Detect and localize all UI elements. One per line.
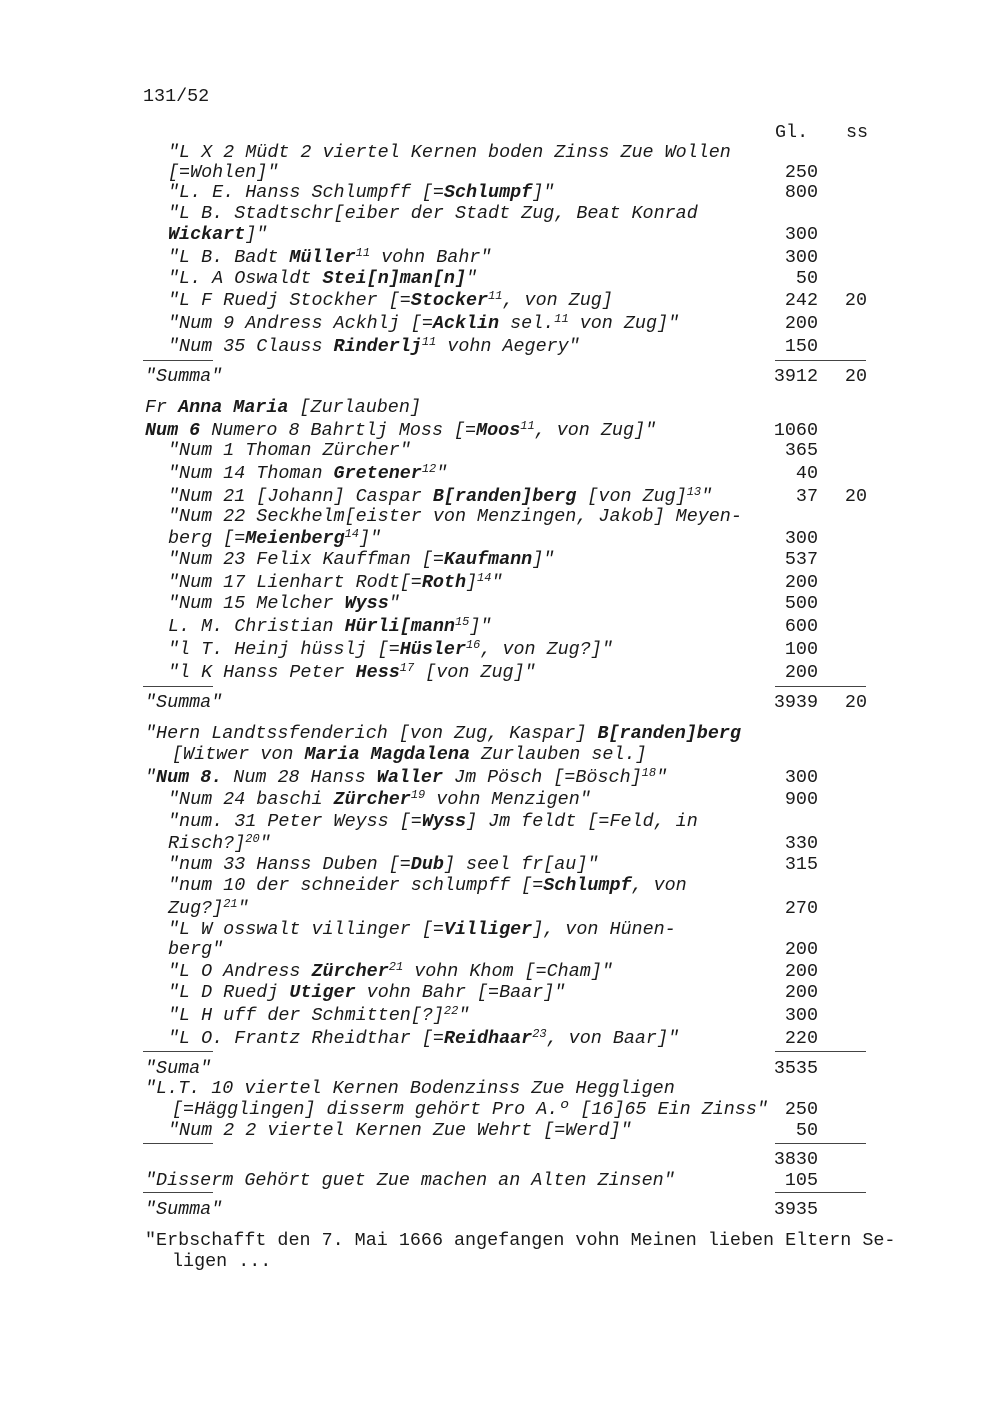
surname-bold: Dub [410, 854, 444, 875]
line-text: "Num 21 [Johann] Caspar [168, 486, 433, 507]
line-text: Zug?] [168, 898, 224, 919]
sum-rule [143, 360, 213, 361]
ledger-line [168, 507, 742, 527]
line-text: " [388, 593, 400, 614]
line-text: "Erbschafft den 7. Mai 1666 angefangen vohn Meinen lieben Eltern Se- [145, 1230, 896, 1251]
line-text: "Suma" [145, 1058, 212, 1079]
ledger-line [168, 183, 554, 203]
ledger-line [168, 269, 477, 289]
amount-gulden: 1060 [773, 420, 818, 441]
amount-gulden: 100 [784, 639, 818, 660]
surname-bold: Rinderlj [333, 336, 422, 357]
amount-gulden: 365 [784, 440, 818, 461]
line-text: "l T. Heinj hüsslj [= [168, 639, 400, 660]
ledger-line [145, 421, 656, 441]
ledger-line [168, 314, 679, 334]
footnote-ref: 14 [477, 571, 492, 585]
amount-schilling: 20 [844, 486, 867, 507]
ledger-line [168, 487, 712, 507]
amount-gulden: 200 [784, 939, 818, 960]
column-header-schilling: ss [846, 122, 869, 143]
surname-bold: Hüsler [399, 639, 466, 660]
line-text: ]" [532, 182, 555, 203]
footnote-ref: 11 [355, 246, 371, 260]
ledger-line [168, 983, 565, 1003]
footnote-ref: 11 [520, 419, 535, 433]
line-text: "Summa" [145, 692, 223, 713]
ledger-line [168, 920, 676, 940]
line-text: " [491, 572, 503, 593]
surname-bold: Anna Maria [178, 397, 289, 418]
line-text: "L. A Oswaldt [168, 268, 323, 289]
line-text: vohn Bahr" [370, 247, 492, 268]
surname-bold: Waller [376, 767, 443, 788]
surname-bold: Wickart [168, 224, 246, 245]
ledger-line [145, 768, 667, 788]
surname-bold: Num 6 [145, 420, 201, 441]
ledger-line [145, 1231, 895, 1251]
footnote-ref: 11 [421, 335, 437, 349]
surname-bold: Schlumpf [543, 875, 632, 896]
line-text: "Num 2 2 viertel Kernen Zue Wehrt [=Werd]" [168, 1120, 632, 1141]
surname-bold: Zürcher [333, 789, 411, 810]
line-text: "L X 2 Müdt 2 viertel Kernen boden Zinss Zue Wollen [168, 142, 731, 163]
sum-rule [775, 1143, 866, 1144]
amount-gulden: 250 [784, 1099, 818, 1120]
surname-bold: Schlumpf [443, 182, 533, 203]
line-text: "Num 24 baschi [168, 789, 334, 810]
surname-bold: Reidhaar [443, 1028, 533, 1049]
line-text: "num. 31 Peter Weyss [= [168, 811, 422, 832]
footnote-ref: 13 [686, 485, 702, 499]
line-text: berg [= [168, 528, 246, 549]
ledger-line [145, 1171, 675, 1191]
ledger-line [168, 940, 223, 960]
column-header-gulden: Gl. [775, 122, 809, 143]
amount-gulden: 200 [784, 982, 818, 1003]
line-text: "L W osswalt villinger [= [168, 919, 444, 940]
line-text: "Num 15 Melcher [168, 593, 345, 614]
line-text: "L D Ruedj [168, 982, 290, 1003]
sum-rule [775, 686, 866, 687]
surname-bold: Maria Magdalena [304, 744, 470, 765]
amount-gulden: 242 [784, 290, 818, 311]
line-text: ] seel fr[au]" [443, 854, 599, 875]
line-text: [Zurlauben] [288, 397, 421, 418]
surname-bold: Villiger [443, 919, 533, 940]
footnote-ref: 11 [488, 289, 503, 303]
footnote-ref: 23 [532, 1027, 547, 1041]
ledger-line [168, 876, 687, 896]
ledger-line [145, 367, 222, 387]
amount-gulden: 300 [784, 247, 818, 268]
surname-bold: Utiger [289, 982, 356, 1003]
amount-gulden: 300 [784, 767, 818, 788]
footnote-ref: 11 [554, 312, 569, 326]
footnote-ref: 19 [410, 788, 426, 802]
surname-bold: B[randen]berg [597, 723, 741, 744]
footnote-ref: 21 [388, 960, 404, 974]
amount-gulden: 600 [784, 616, 818, 637]
amount-gulden: 200 [784, 662, 818, 683]
ledger-line [168, 640, 613, 660]
line-text: , von [631, 875, 687, 896]
amount-gulden: 330 [784, 833, 818, 854]
amount-gulden: 200 [784, 572, 818, 593]
line-text: berg" [168, 939, 224, 960]
line-text: "L O Andress [168, 961, 312, 982]
amount-gulden: 3535 [773, 1058, 818, 1079]
line-text: " [701, 486, 713, 507]
line-text: " [656, 767, 668, 788]
line-text: [von Zug]" [414, 662, 536, 683]
surname-bold: Gretener [333, 463, 422, 484]
line-text: "L O. Frantz Rheidthar [= [168, 1028, 444, 1049]
page-number: 131/52 [143, 86, 210, 107]
line-text: [=Wohlen]" [168, 162, 279, 183]
ledger-line [168, 855, 598, 875]
footnote-ref: 18 [641, 766, 657, 780]
ledger-line [168, 143, 731, 163]
surname-bold: Zürcher [311, 961, 389, 982]
amount-gulden: 300 [784, 528, 818, 549]
ledger-line [168, 248, 491, 268]
line-text: Jm Pösch [=Bösch] [443, 767, 642, 788]
line-text: "L F Ruedj Stockher [= [168, 290, 411, 311]
line-text: [Witwer von [172, 744, 305, 765]
footnote-ref: 12 [421, 462, 437, 476]
surname-bold: Wyss [421, 811, 466, 832]
line-text: vohn Aegery" [436, 336, 580, 357]
line-text: ] Jm feldt [=Feld, in [466, 811, 698, 832]
footnote-ref: 16 [465, 638, 481, 652]
line-text: "Num 1 Thoman Zürcher" [168, 440, 411, 461]
amount-schilling: 20 [844, 366, 867, 387]
line-text: [von Zug] [576, 486, 687, 507]
line-text: "L H uff der Schmitten[?] [168, 1005, 444, 1026]
ledger-line [168, 441, 411, 461]
line-text: ligen ... [172, 1251, 272, 1272]
line-text: "L B. Stadtschr[eiber der Stadt Zug, Beat Konrad [168, 203, 698, 224]
surname-bold: Meienberg [245, 528, 345, 549]
ledger-line [168, 291, 613, 311]
amount-gulden: 3912 [773, 366, 818, 387]
line-text: "l K Hanss Peter [168, 662, 356, 683]
amount-gulden: 250 [784, 162, 818, 183]
line-text: , von Baar]" [546, 1028, 680, 1049]
ledger-line [168, 812, 698, 832]
ledger-line [168, 163, 278, 183]
surname-bold: Hürli[mann [344, 616, 455, 637]
line-text: vohn Menzigen" [425, 789, 591, 810]
ledger-line [145, 1059, 211, 1079]
line-text: ]" [245, 224, 268, 245]
ledger-line [168, 573, 503, 593]
line-text: "Summa" [145, 1199, 223, 1220]
line-text: "L. E. Hanss Schlumpff [= [168, 182, 444, 203]
amount-gulden: 315 [784, 854, 818, 875]
ledger-line [168, 617, 491, 637]
sum-rule [143, 1143, 213, 1144]
line-text: "Num 23 Felix Kauffman [= [168, 549, 444, 570]
ledger-line [168, 834, 271, 854]
ledger-line [168, 337, 580, 357]
surname-bold: Müller [289, 247, 356, 268]
line-text: von Zug]" [568, 313, 680, 334]
ledger-line [168, 594, 400, 614]
line-text: ]" [359, 528, 382, 549]
amount-schilling: 20 [844, 692, 867, 713]
amount-gulden: 200 [784, 961, 818, 982]
line-text: "Summa" [145, 366, 223, 387]
sum-rule [143, 1192, 213, 1193]
amount-gulden: 220 [784, 1028, 818, 1049]
line-text: " [466, 268, 478, 289]
amount-gulden: 3935 [773, 1199, 818, 1220]
line-text: Fr [145, 397, 179, 418]
footnote-ref: 17 [399, 661, 415, 675]
amount-gulden: 200 [784, 313, 818, 334]
line-text: , von Zug] [502, 290, 613, 311]
ledger-line [168, 899, 249, 919]
surname-bold: Wyss [344, 593, 389, 614]
amount-gulden: 50 [795, 268, 818, 289]
line-text: "Hern Landtssfenderich [von Zug, Kaspar] [145, 723, 598, 744]
line-text: ], von Hünen- [532, 919, 676, 940]
ledger-line [172, 745, 647, 765]
line-text: " [259, 833, 271, 854]
ledger-line [168, 1006, 469, 1026]
ledger-line [168, 204, 698, 224]
ledger-line [145, 1079, 675, 1099]
line-text: "Num 14 Thoman [168, 463, 334, 484]
line-text: , von Zug?]" [480, 639, 613, 660]
line-text: "Num 22 Seckhelm[eister von Menzingen, Jakob] Meyen- [168, 506, 742, 527]
surname-bold: Hess [355, 662, 400, 683]
sum-rule [775, 1192, 866, 1193]
surname-bold: Stei[n]man[n] [322, 268, 466, 289]
ledger-line [145, 1200, 222, 1220]
ledger-line [168, 529, 381, 549]
sum-rule [143, 686, 213, 687]
line-text: ]" [532, 549, 555, 570]
line-text: [=Hägglingen] disserm gehört Pro A.º [16]65 Ein Zinss" [172, 1099, 768, 1120]
amount-gulden: 150 [784, 336, 818, 357]
footnote-ref: 21 [223, 897, 238, 911]
line-text: "L B. Badt [168, 247, 290, 268]
line-text: ] [466, 572, 478, 593]
ledger-line [168, 663, 536, 683]
amount-gulden: 800 [784, 182, 818, 203]
amount-gulden: 40 [795, 463, 818, 484]
surname-bold: Moos [476, 420, 521, 441]
line-text: vohn Khom [=Cham]" [403, 961, 613, 982]
ledger-line [168, 962, 613, 982]
line-text: " [237, 898, 249, 919]
line-text: "Num 9 Andress Ackhlj [= [168, 313, 433, 334]
footnote-ref: 15 [454, 615, 470, 629]
line-text: "Num 35 Clauss [168, 336, 334, 357]
ledger-line [168, 1029, 679, 1049]
ledger-line [172, 1100, 768, 1120]
footnote-ref: 20 [245, 832, 260, 846]
surname-bold: Acklin [432, 313, 500, 334]
amount-gulden: 3830 [773, 1149, 818, 1170]
line-text: vohn Bahr [=Baar]" [355, 982, 566, 1003]
footnote-ref: 22 [443, 1004, 459, 1018]
line-text: Risch?] [168, 833, 246, 854]
ledger-line [168, 225, 267, 245]
ledger-line [145, 398, 421, 418]
line-text: "Disserm Gehört guet Zue machen an Alten Zinsen" [145, 1170, 675, 1191]
amount-gulden: 37 [795, 486, 818, 507]
ledger-line [145, 693, 222, 713]
surname-bold: Kaufmann [443, 549, 533, 570]
amount-gulden: 500 [784, 593, 818, 614]
line-text: "num 10 der schneider schlumpff [= [168, 875, 544, 896]
amount-gulden: 50 [795, 1120, 818, 1141]
sum-rule [775, 360, 866, 361]
ledger-line [168, 790, 591, 810]
footnote-ref: 14 [344, 527, 359, 541]
amount-gulden: 300 [784, 224, 818, 245]
line-text: ]" [469, 616, 492, 637]
amount-gulden: 105 [784, 1170, 818, 1191]
sum-rule [775, 1051, 866, 1052]
ledger-line [168, 1121, 632, 1141]
amount-gulden: 3939 [773, 692, 818, 713]
amount-gulden: 300 [784, 1005, 818, 1026]
line-text: Zurlauben sel.] [469, 744, 647, 765]
line-text: " [436, 463, 448, 484]
surname-bold: B[randen]berg [432, 486, 577, 507]
ledger-line [172, 1252, 271, 1272]
amount-gulden: 537 [784, 549, 818, 570]
line-text: L. M. Christian [168, 616, 345, 637]
ledger-line [145, 724, 741, 744]
line-text: "L.T. 10 viertel Kernen Bodenzinss Zue Heggligen [145, 1078, 675, 1099]
surname-bold: Num 8. [156, 767, 223, 788]
line-text: Numero 8 Bahrtlj Moss [= [200, 420, 477, 441]
line-text: "Num 17 Lienhart Rodt[= [168, 572, 422, 593]
line-text: " [458, 1005, 470, 1026]
amount-schilling: 20 [844, 290, 867, 311]
line-text: , von Zug]" [534, 420, 657, 441]
sum-rule [143, 1051, 213, 1052]
line-text: " [145, 767, 157, 788]
ledger-line [168, 464, 447, 484]
amount-gulden: 900 [784, 789, 818, 810]
line-text: Num 28 Hanss [222, 767, 377, 788]
amount-gulden: 270 [784, 898, 818, 919]
surname-bold: Stocker [410, 290, 489, 311]
ledger-line [168, 550, 554, 570]
surname-bold: Roth [421, 572, 466, 593]
line-text: "num 33 Hanss Duben [= [168, 854, 411, 875]
line-text: sel. [499, 313, 555, 334]
